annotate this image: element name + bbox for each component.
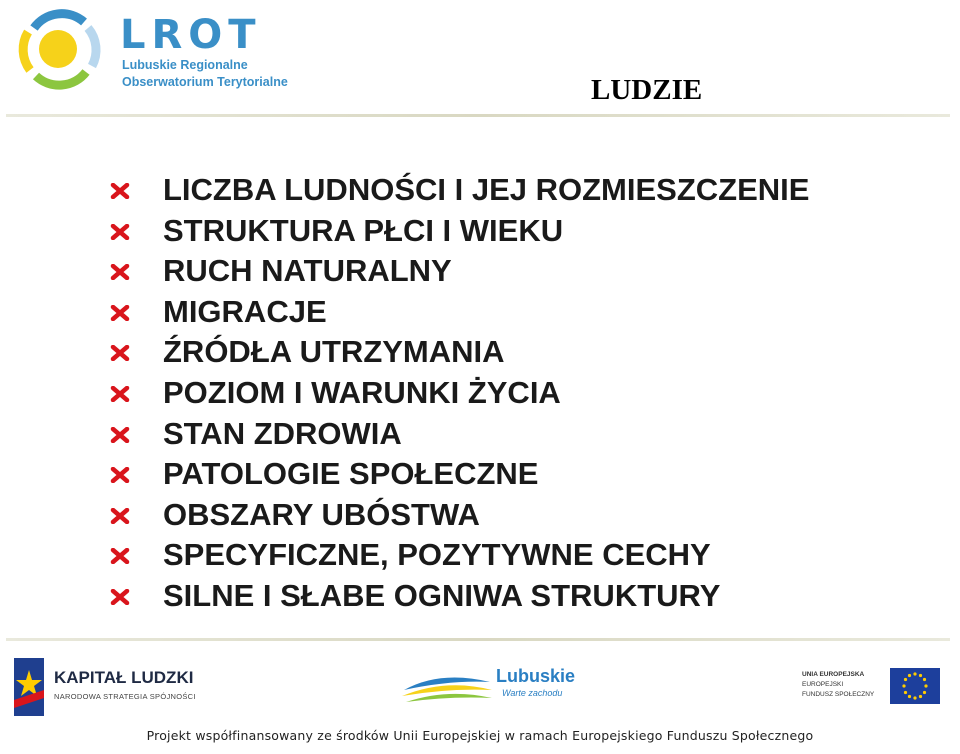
top-divider — [6, 114, 950, 117]
red-x-icon — [110, 224, 130, 240]
bottom-divider — [6, 638, 950, 641]
eu-logo — [790, 668, 950, 712]
topic-text: OBSZARY UBÓSTWA — [163, 496, 480, 532]
eu-flag-icon — [890, 668, 940, 704]
eu-line2: EUROPEJSKI — [802, 681, 844, 688]
lubuskie-logo — [400, 660, 590, 716]
kapital-ludzki-star-icon — [10, 656, 50, 720]
topic-text: ŹRÓDŁA UTRZYMANIA — [163, 334, 505, 370]
kapital-ludzki-subtitle: NARODOWA STRATEGIA SPÓJNOŚCI — [54, 692, 196, 701]
red-x-icon — [110, 548, 130, 564]
lubuskie-wave-icon — [400, 660, 496, 716]
red-x-icon — [110, 508, 130, 524]
topic-text: MIGRACJE — [163, 293, 327, 329]
red-x-icon — [110, 589, 130, 605]
logo-line1: Lubuskie Regionalne — [122, 58, 248, 72]
eu-line1: UNIA EUROPEJSKA — [802, 671, 865, 678]
topic-text: POZIOM I WARUNKI ŻYCIA — [163, 374, 561, 410]
logo-acronym: LROT — [120, 12, 262, 58]
topic-text: SPECYFICZNE, POZYTYWNE CECHY — [163, 537, 711, 573]
red-x-icon — [110, 305, 130, 321]
red-x-icon — [110, 386, 130, 402]
topic-text: STRUKTURA PŁCI I WIEKU — [163, 212, 564, 248]
topic-text: SILNE I SŁABE OGNIWA STRUKTURY — [163, 577, 721, 613]
page-title: LUDZIE — [591, 74, 703, 106]
topic-text: RUCH NATURALNY — [163, 253, 452, 289]
eu-line3: FUNDUSZ SPOŁECZNY — [802, 691, 875, 698]
lrot-sun-icon — [14, 6, 114, 92]
cofinancing-note: Projekt współfinansowany ze środków Unii Europejskiej w ramach Europejskiego Funduszu Społecznego — [146, 728, 814, 743]
red-x-icon — [110, 467, 130, 483]
lubuskie-subtitle: Warte zachodu — [502, 688, 563, 698]
red-x-icon — [110, 183, 130, 199]
lrot-logo — [14, 6, 288, 92]
kapital-ludzki-logo — [10, 656, 200, 720]
topic-text: PATOLOGIE SPOŁECZNE — [163, 456, 539, 492]
logo-line2: Obserwatorium Terytorialne — [122, 75, 288, 89]
eu-label — [802, 670, 886, 700]
red-x-icon — [110, 264, 130, 280]
kapital-ludzki-name: KAPITAŁ LUDZKI — [54, 668, 194, 687]
topic-text: LICZBA LUDNOŚCI I JEJ ROZMIESZCZENIE — [163, 172, 810, 207]
lubuskie-name: Lubuskie — [496, 666, 576, 686]
topic-text: STAN ZDROWIA — [163, 415, 402, 451]
red-x-icon — [110, 345, 130, 361]
red-x-icon — [110, 427, 130, 443]
